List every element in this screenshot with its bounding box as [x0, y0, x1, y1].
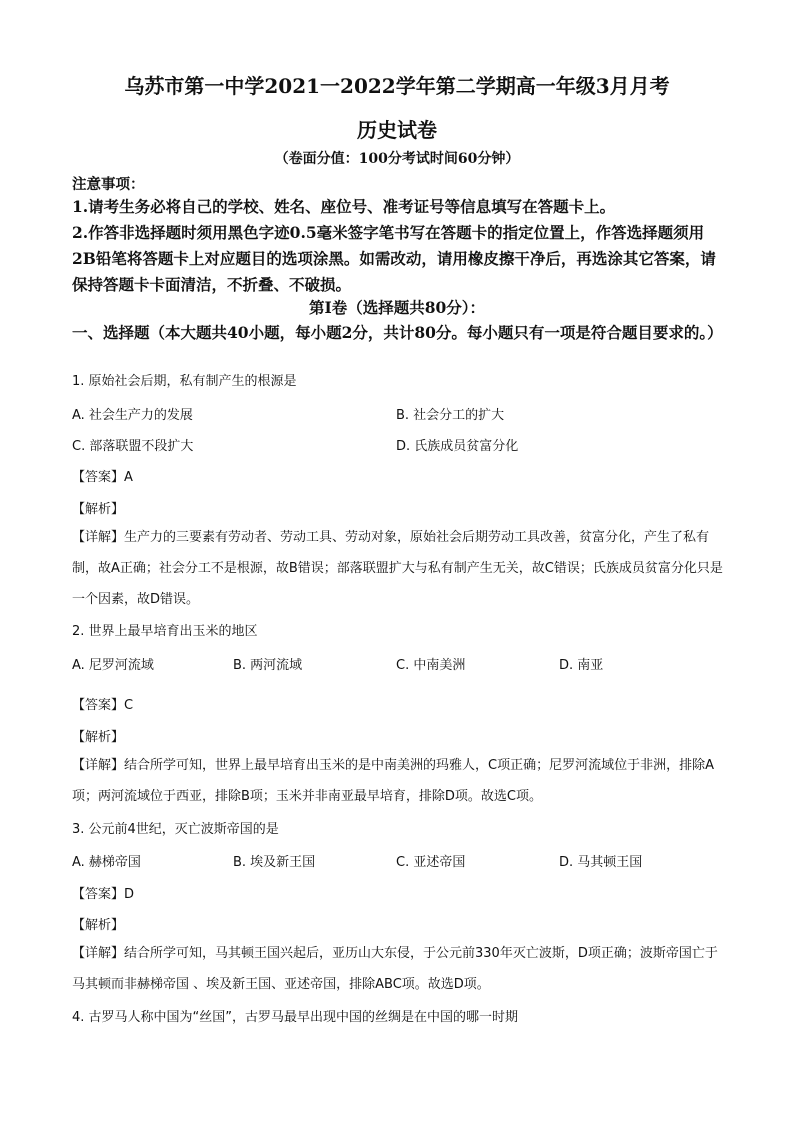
question-3-option-d: D. 马其顿王国 — [559, 855, 643, 870]
notice-item-1: 1.请考生务必将自己的学校、姓名、座位号、准考证号等信息填写在答题卡上。 — [72, 197, 616, 216]
detail-text: 结合所学可知，世界上最早培育出玉米的是中南美洲的玛雅人，C项正确；尼罗河流域位于非洲，排除A项；两河流域位于西亚，排除B项；玉米并非南亚最早培育，排除D项。故选C项。 — [72, 758, 714, 804]
question-3-analysis-label: 【解析】 — [72, 918, 125, 933]
section-title: 第I卷（选择题共80分）： — [308, 298, 486, 317]
question-1-option-a: A. 社会生产力的发展 — [72, 408, 193, 423]
answer-value: C — [124, 698, 134, 713]
question-3-stem: 3. 公元前4世纪，灭亡波斯帝国的是 — [72, 822, 279, 837]
question-3-option-c: C. 亚述帝国 — [396, 855, 466, 870]
exam-title: 乌苏市第一中学2021一2022学年第二学期高一年级3月月考 — [124, 74, 670, 98]
notice-item-2: 2.作答非选择题时须用黑色字迹0.5毫米签字笔书写在答题卡的指定位置上，作答选择题须用2B铅笔将答题卡上对应题目的选项涂黑。如需改动，请用橡皮擦干净后，再选涂其它答案，请保持答题卡卡面清洁，不折叠、不破损。 — [72, 223, 716, 294]
notice-heading: 注意事项： — [72, 176, 145, 193]
answer-value: A — [124, 470, 133, 485]
question-4-stem: 4. 古罗马人称中国为“丝国”，古罗马最早出现中国的丝绸是在中国的哪一时期 — [72, 1010, 519, 1025]
detail-text: 结合所学可知，马其顿王国兴起后，亚历山大东侵，于公元前330年灭亡波斯，D项正确；波斯帝国亡于马其顿而非赫梯帝国 、埃及新王国、亚述帝国，排除ABC项。故选D项。 — [72, 946, 718, 992]
question-3-option-a: A. 赫梯帝国 — [72, 855, 141, 870]
question-2-option-d: D. 南亚 — [559, 658, 604, 673]
question-2-option-a: A. 尼罗河流域 — [72, 658, 154, 673]
answer-value: D — [124, 887, 135, 902]
answer-label: 【答案】 — [72, 887, 125, 902]
subject-title: 历史试卷 — [357, 118, 437, 142]
question-2-stem: 2. 世界上最早培育出玉米的地区 — [72, 624, 258, 639]
question-3-detail — [72, 938, 724, 1000]
detail-label: 【详解】 — [72, 758, 125, 773]
question-2-answer — [72, 694, 722, 713]
detail-text: 生产力的三要素有劳动者、劳动工具、劳动对象，原始社会后期劳动工具改善，贫富分化，产生了私有制，故A正确；社会分工不是根源，故B错误；部落联盟扩大与私有制产生无关，故C错误；氏族成员贫富分化只是一个因素，故D错误。 — [72, 530, 723, 607]
question-1-option-c: C. 部落联盟不段扩大 — [72, 439, 194, 454]
answer-label: 【答案】 — [72, 470, 125, 485]
notice-body — [72, 194, 722, 298]
question-3-answer — [72, 883, 722, 902]
question-2-option-b: B. 两河流域 — [233, 658, 303, 673]
question-1-answer — [72, 466, 722, 485]
question-2-analysis-label: 【解析】 — [72, 730, 125, 745]
question-1-analysis-label: 【解析】 — [72, 502, 125, 517]
question-1-stem: 1. 原始社会后期，私有制产生的根源是 — [72, 374, 297, 389]
detail-label: 【详解】 — [72, 946, 125, 961]
section-heading: 一、选择题（本大题共40小题，每小题2分，共计80分。每小题只有一项是符合题目要求的。） — [72, 323, 723, 342]
question-1-detail — [72, 522, 724, 615]
question-3-option-b: B. 埃及新王国 — [233, 855, 316, 870]
question-1-option-b: B. 社会分工的扩大 — [396, 408, 505, 423]
answer-label: 【答案】 — [72, 698, 125, 713]
question-2-detail — [72, 750, 724, 812]
detail-label: 【详解】 — [72, 530, 125, 545]
question-1-option-d: D. 氏族成员贫富分化 — [396, 439, 519, 454]
question-2-option-c: C. 中南美洲 — [396, 658, 466, 673]
score-time-note: （卷面分值：100分考试时间60分钟） — [274, 151, 520, 167]
